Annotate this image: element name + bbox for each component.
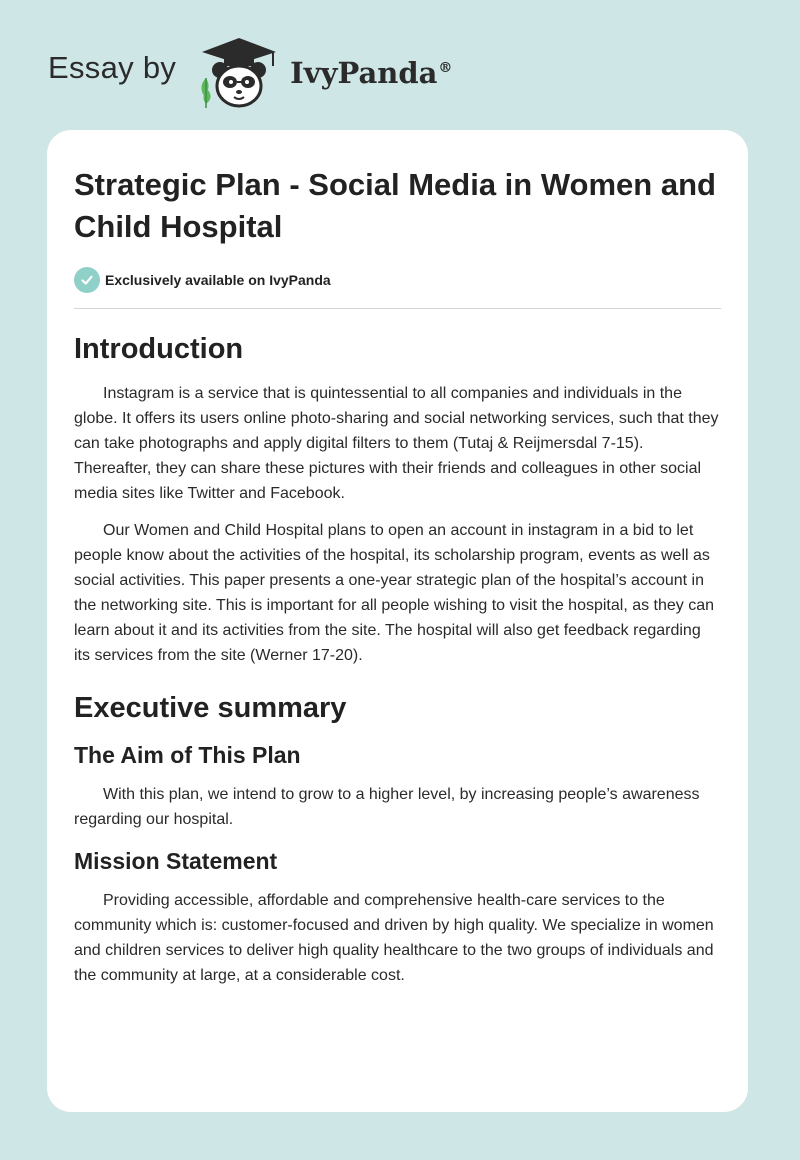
mission-paragraph: Providing accessible, affordable and comprehensive health-care services to the community which is: customer-focused and driven by high quality. We specialize in women and children services to deliver high quality healthcare to the two groups of individuals and the community at large, at a considerable cost. bbox=[74, 892, 714, 984]
panda-logo-icon[interactable] bbox=[194, 34, 284, 110]
essay-card bbox=[47, 130, 748, 1112]
aim-heading: The Aim of This Plan bbox=[74, 742, 301, 768]
page-title: Strategic Plan - Social Media in Women and Child Hospital bbox=[74, 167, 716, 244]
mission-heading: Mission Statement bbox=[74, 848, 278, 874]
exclusive-text: Exclusively available on IvyPanda bbox=[105, 272, 331, 288]
exclusive-badge bbox=[74, 266, 721, 294]
executive-summary-heading: Executive summary bbox=[74, 692, 347, 724]
divider bbox=[74, 308, 721, 309]
intro-paragraph-1: Instagram is a service that is quintessential to all companies and individuals in the globe. It offers its users online photo-sharing and social networking services, such that they can take photographs and apply digital filters to them (Tutaj & Reijmersdal 7-15). Thereafter, they can share these pictures with their friends and colleagues in other social media sites like Twitter and Facebook. bbox=[74, 385, 719, 502]
essay-by-label: Essay by bbox=[48, 50, 177, 85]
site-header bbox=[48, 34, 452, 110]
check-circle-icon bbox=[74, 267, 100, 293]
intro-paragraph-2: Our Women and Child Hospital plans to open an account in instagram in a bid to let people know about the activities of the hospital, its scholarship program, events as well as social activities. This paper presents a one-year strategic plan of the hospital’s account in the networking site. This is important for all people wishing to visit the hospital, as they can learn about it and its activities from the site. The hospital will also get feedback regarding its services from the site (Werner 17-20). bbox=[74, 522, 715, 664]
aim-paragraph: With this plan, we intend to grow to a higher level, by increasing people’s awareness regarding our hospital. bbox=[74, 786, 700, 828]
intro-heading: Introduction bbox=[74, 333, 244, 365]
ivypanda-wordmark[interactable]: IvyPanda® bbox=[290, 56, 453, 90]
